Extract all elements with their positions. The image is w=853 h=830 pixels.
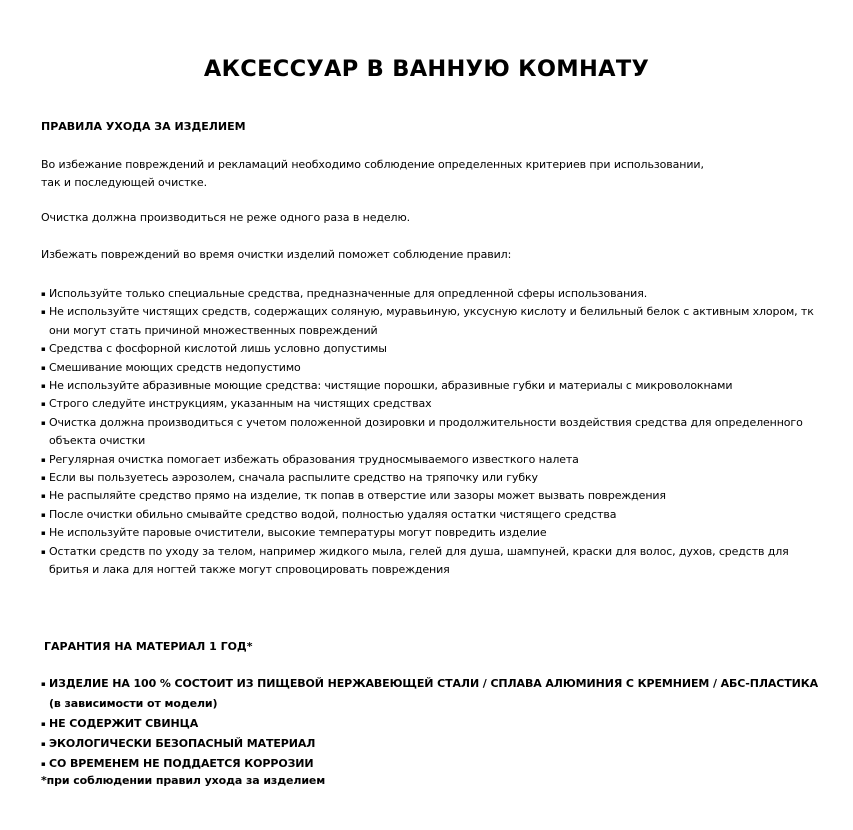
warranty-heading: ГАРАНТИЯ НА МАТЕРИАЛ 1 ГОД* xyxy=(44,640,253,653)
care-rule: ▪ Если вы пользуетесь аэрозолем, сначала распылите средство на тряпочку или губку xyxy=(41,469,831,487)
cleaning-frequency: Очистка должна производиться не реже одного раза в неделю. xyxy=(41,211,411,224)
care-rules-list xyxy=(41,285,831,580)
page-title: АКСЕССУАР В ВАННУЮ КОМНАТУ xyxy=(203,56,650,82)
warranty-item xyxy=(41,674,831,714)
warranty-list xyxy=(41,674,831,774)
warranty-item: ▪ СО ВРЕМЕНЕМ НЕ ПОДДАЕТСЯ КОРРОЗИИ xyxy=(41,754,831,774)
warranty-item: ▪ НЕ СОДЕРЖИТ СВИНЦА xyxy=(41,714,831,734)
care-rules-heading: ПРАВИЛА УХОДА ЗА ИЗДЕЛИЕМ xyxy=(41,120,246,133)
care-rule: ▪ Регулярная очистка помогает избежать образования трудносмываемого известкого налета xyxy=(41,451,831,469)
care-rule: ▪ Не распыляйте средство прямо на изделие, тк попав в отверстие или зазоры может вызвать повреждения xyxy=(41,487,831,505)
warranty-footnote: *при соблюдении правил ухода за изделием xyxy=(41,774,326,787)
care-intro-line-1: Во избежание повреждений и рекламаций необходимо соблюдение определенных критериев при использовании, xyxy=(41,158,704,171)
care-rule: ▪ Не используйте абразивные моющие средства: чистящие порошки, абразивные губки и материалы с микроволокнами xyxy=(41,377,831,395)
care-rule: ▪ Остатки средств по уходу за телом, например жидкого мыла, гелей для душа, шампуней, краски для волос, духов, средств для бритья и лака для ногтей также могут спровоцировать повреждения xyxy=(41,543,831,580)
care-rule: ▪ После очистки обильно смывайте средство водой, полностью удаляя остатки чистящего средства xyxy=(41,506,831,524)
care-rule: ▪ Используйте только специальные средства, предназначенные для опредленной сферы использования. xyxy=(41,285,831,303)
care-rule: ▪ Не используйте чистящих средств, содержащих соляную, муравьиную, уксусную кислоту и белильный белок с активным хлором, тк они могут стать причиной множественных повреждений xyxy=(41,303,831,340)
care-rule: ▪ Средства с фосфорной кислотой лишь условно допустимы xyxy=(41,340,831,358)
care-rule: ▪ Очистка должна производиться с учетом положенной дозировки и продолжительности воздействия средства для определенного объекта очистки xyxy=(41,414,831,451)
warranty-item: ▪ ЭКОЛОГИЧЕСКИ БЕЗОПАСНЫЙ МАТЕРИАЛ xyxy=(41,734,831,754)
rules-intro: Избежать повреждений во время очистки изделий поможет соблюдение правил: xyxy=(41,248,512,261)
care-rule: ▪ Не используйте паровые очистители, высокие температуры могут повредить изделие xyxy=(41,524,831,542)
warranty-item-text: ▪ ИЗДЕЛИЕ НА 100 % СОСТОИТ ИЗ ПИЩЕВОЙ НЕРЖАВЕЮЩЕЙ СТАЛИ / СПЛАВА АЛЮМИНИЯ С КРЕМНИЕМ / АБС-ПЛАСТИКА xyxy=(49,677,819,690)
care-rule: ▪ Строго следуйте инструкциям, указанным на чистящих средствах xyxy=(41,395,831,413)
warranty-item-note: (в зависимости от модели) xyxy=(49,697,218,710)
care-intro-line-2: так и последующей очистке. xyxy=(41,176,207,189)
care-rule: ▪ Смешивание моющих средств недопустимо xyxy=(41,359,831,377)
care-intro xyxy=(41,156,704,192)
